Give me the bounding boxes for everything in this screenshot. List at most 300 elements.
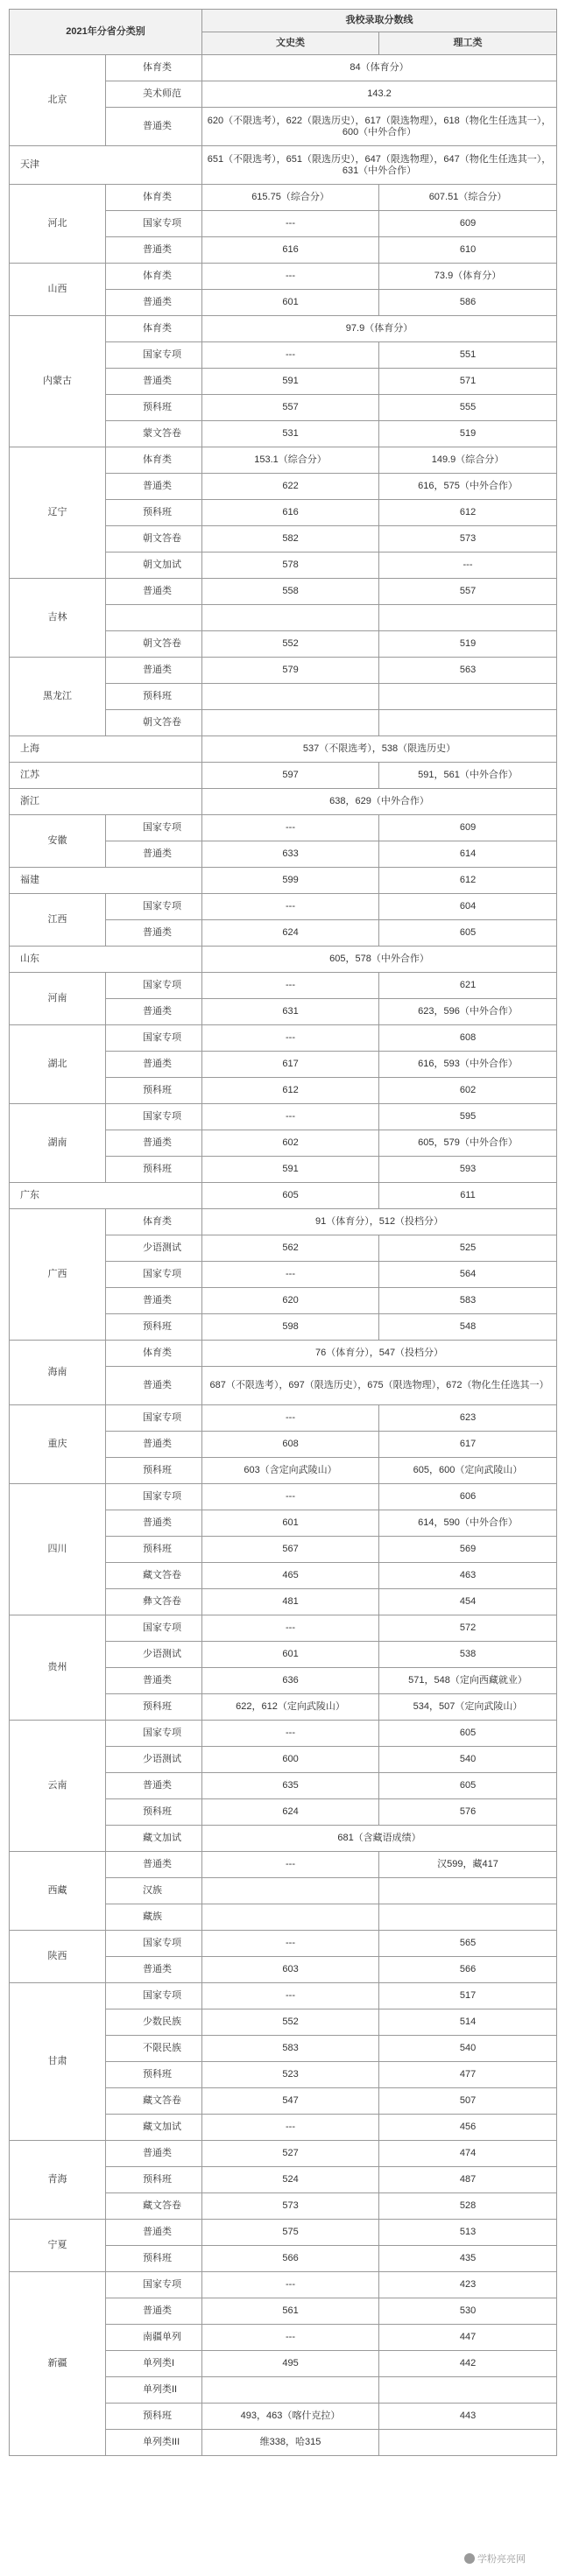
science-score-cell: 616，575（中外合作）: [379, 474, 557, 500]
arts-score-cell: 557: [202, 395, 379, 421]
science-score-cell: 513: [379, 2220, 557, 2246]
science-score-cell: 514: [379, 2009, 557, 2036]
arts-score-cell: ---: [202, 211, 379, 237]
arts-score-cell: 562: [202, 1235, 379, 1262]
arts-score-cell: ---: [202, 1405, 379, 1432]
science-score-cell: 605: [379, 1721, 557, 1747]
merged-score-cell: 605，578（中外合作）: [202, 947, 557, 973]
arts-score-cell: ---: [202, 894, 379, 920]
science-score-cell: 602: [379, 1078, 557, 1104]
table-row: [10, 789, 557, 815]
arts-score-cell: ---: [202, 1721, 379, 1747]
merged-score-cell: 620（不限选考），622（限选历史），617（限选物理），618（物化生任选其一），600（中外合作）: [202, 108, 557, 146]
table-row: [10, 1104, 557, 1130]
score-table: [9, 9, 557, 2456]
science-score-cell: 443: [379, 2404, 557, 2430]
arts-score-cell: 481: [202, 1589, 379, 1615]
science-score-cell: 551: [379, 342, 557, 369]
science-score-cell: 557: [379, 579, 557, 605]
science-score-cell: 423: [379, 2272, 557, 2298]
watermark-text: 学粉亮亮网: [477, 2554, 526, 2565]
science-score-cell: 605: [379, 920, 557, 947]
arts-score-cell: [202, 605, 379, 631]
subcategory-cell: 国家专项: [106, 1262, 202, 1288]
science-score-cell: 447: [379, 2325, 557, 2351]
science-score-cell: 605，579（中外合作）: [379, 1130, 557, 1157]
arts-score-cell: ---: [202, 2325, 379, 2351]
arts-score-cell: 597: [202, 763, 379, 789]
science-score-cell: 555: [379, 395, 557, 421]
table-row: [10, 1209, 557, 1235]
table-row: [10, 264, 557, 290]
science-score-cell: 463: [379, 1563, 557, 1589]
arts-score-cell: 601: [202, 1642, 379, 1668]
science-score-cell: 564: [379, 1262, 557, 1288]
table-row: [10, 868, 557, 894]
province-cell: 海南: [10, 1341, 106, 1405]
arts-score-cell: 608: [202, 1432, 379, 1458]
arts-score-cell: 603（含定向武陵山）: [202, 1458, 379, 1484]
arts-score-cell: ---: [202, 1025, 379, 1052]
table-row: [10, 2141, 557, 2167]
arts-score-cell: 620: [202, 1288, 379, 1314]
arts-score-cell: 583: [202, 2036, 379, 2062]
science-score-cell: 540: [379, 2036, 557, 2062]
subcategory-cell: 预科班: [106, 1799, 202, 1826]
subcategory-cell: 国家专项: [106, 1025, 202, 1052]
province-cell: 广东: [10, 1183, 202, 1209]
subcategory-cell: 普通类: [106, 1510, 202, 1537]
subcategory-cell: 体育类: [106, 185, 202, 211]
subcategory-cell: 预科班: [106, 1078, 202, 1104]
merged-score-cell: 91（体育分），512（投档分）: [202, 1209, 557, 1235]
table-row: [10, 1931, 557, 1957]
subcategory-cell: 普通类: [106, 999, 202, 1025]
province-cell: 陕西: [10, 1931, 106, 1983]
province-cell: 河北: [10, 185, 106, 264]
province-cell: 浙江: [10, 789, 202, 815]
science-score-cell: 565: [379, 1931, 557, 1957]
science-score-cell: 616，593（中外合作）: [379, 1052, 557, 1078]
watermark: [464, 2551, 526, 2565]
table-row: [10, 736, 557, 763]
arts-score-cell: 591: [202, 1157, 379, 1183]
arts-score-cell: [202, 710, 379, 736]
subcategory-cell: 预科班: [106, 1157, 202, 1183]
arts-score-cell: ---: [202, 973, 379, 999]
science-score-cell: 583: [379, 1288, 557, 1314]
province-cell: 宁夏: [10, 2220, 106, 2272]
science-score-cell: 487: [379, 2167, 557, 2193]
arts-score-cell: ---: [202, 1852, 379, 1878]
arts-score-cell: 558: [202, 579, 379, 605]
province-cell: 四川: [10, 1484, 106, 1615]
subcategory-cell: 少语测试: [106, 1642, 202, 1668]
arts-score-cell: [202, 1904, 379, 1931]
science-score-cell: 606: [379, 1484, 557, 1510]
arts-score-cell: 601: [202, 1510, 379, 1537]
science-score-cell: 614: [379, 841, 557, 868]
province-cell: 上海: [10, 736, 202, 763]
arts-score-cell: 617: [202, 1052, 379, 1078]
science-score-cell: 538: [379, 1642, 557, 1668]
subcategory-cell: 单列类I: [106, 2351, 202, 2377]
subcategory-cell: 彝文答卷: [106, 1589, 202, 1615]
arts-score-cell: 624: [202, 1799, 379, 1826]
arts-score-cell: 599: [202, 868, 379, 894]
table-row: [10, 947, 557, 973]
subcategory-cell: 普通类: [106, 658, 202, 684]
subcategory-cell: 普通类: [106, 369, 202, 395]
science-score-cell: 621: [379, 973, 557, 999]
subcategory-cell: 体育类: [106, 447, 202, 474]
subcategory-cell: 少语测试: [106, 1747, 202, 1773]
science-score-cell: 454: [379, 1589, 557, 1615]
subcategory-cell: 体育类: [106, 316, 202, 342]
watermark-logo-icon: [464, 2553, 475, 2564]
subcategory-cell: 普通类: [106, 1367, 202, 1405]
arts-score-cell: 547: [202, 2088, 379, 2115]
table-row: [10, 2272, 557, 2298]
subcategory-cell: 普通类: [106, 2141, 202, 2167]
subcategory-cell: 蒙文答卷: [106, 421, 202, 447]
science-score-cell: 534，507（定向武陵山）: [379, 1694, 557, 1721]
science-score-cell: [379, 1878, 557, 1904]
province-cell: 江苏: [10, 763, 202, 789]
subcategory-cell: 国家专项: [106, 973, 202, 999]
subcategory-cell: 单列类III: [106, 2430, 202, 2456]
merged-score-cell: 537（不限选考），538（限选历史）: [202, 736, 557, 763]
table-row: [10, 1405, 557, 1432]
arts-score-cell: 582: [202, 526, 379, 553]
table-row: [10, 973, 557, 999]
science-score-cell: [379, 1904, 557, 1931]
table-row: [10, 146, 557, 185]
arts-score-cell: 493，463（喀什克拉）: [202, 2404, 379, 2430]
science-score-cell: 571: [379, 369, 557, 395]
subcategory-cell: 国家专项: [106, 2272, 202, 2298]
subcategory-cell: 少数民族: [106, 2009, 202, 2036]
merged-score-cell: 651（不限选考），651（限选历史），647（限选物理），647（物化生任选其一），631（中外合作）: [202, 146, 557, 185]
subcategory-cell: 少语测试: [106, 1235, 202, 1262]
subcategory-cell: 普通类: [106, 237, 202, 264]
table-row: [10, 185, 557, 211]
science-score-cell: 612: [379, 500, 557, 526]
subcategory-cell: 普通类: [106, 1957, 202, 1983]
arts-score-cell: ---: [202, 815, 379, 841]
province-cell: 青海: [10, 2141, 106, 2220]
science-score-cell: 605: [379, 1773, 557, 1799]
subcategory-cell: 预科班: [106, 2167, 202, 2193]
subcategory-cell: 普通类: [106, 920, 202, 947]
science-score-cell: 608: [379, 1025, 557, 1052]
province-cell: 江西: [10, 894, 106, 947]
subcategory-cell: 体育类: [106, 1209, 202, 1235]
merged-score-cell: 638，629（中外合作）: [202, 789, 557, 815]
arts-score-cell: 591: [202, 369, 379, 395]
arts-score-cell: 465: [202, 1563, 379, 1589]
arts-score-cell: 531: [202, 421, 379, 447]
subcategory-cell: 单列类II: [106, 2377, 202, 2404]
arts-score-cell: ---: [202, 2272, 379, 2298]
subcategory-cell: 预科班: [106, 2246, 202, 2272]
science-score-cell: 623，596（中外合作）: [379, 999, 557, 1025]
subcategory-cell: 普通类: [106, 579, 202, 605]
arts-score-cell: 622: [202, 474, 379, 500]
arts-score-cell: 524: [202, 2167, 379, 2193]
table-row: [10, 1615, 557, 1642]
merged-score-cell: 97.9（体育分）: [202, 316, 557, 342]
arts-score-cell: 566: [202, 2246, 379, 2272]
arts-score-cell: 600: [202, 1747, 379, 1773]
science-score-cell: 593: [379, 1157, 557, 1183]
arts-score-cell: [202, 2377, 379, 2404]
arts-score-cell: ---: [202, 1931, 379, 1957]
table-row: [10, 316, 557, 342]
science-score-cell: 528: [379, 2193, 557, 2220]
subcategory-cell: 朝文加试: [106, 553, 202, 579]
science-score-cell: 456: [379, 2115, 557, 2141]
province-cell: 贵州: [10, 1615, 106, 1721]
science-score-cell: [379, 684, 557, 710]
arts-score-cell: 603: [202, 1957, 379, 1983]
arts-score-cell: 601: [202, 290, 379, 316]
subcategory-cell: 朝文答卷: [106, 526, 202, 553]
table-row: [10, 1183, 557, 1209]
province-cell: 天津: [10, 146, 202, 185]
science-score-cell: 540: [379, 1747, 557, 1773]
science-score-cell: 573: [379, 526, 557, 553]
arts-score-cell: 573: [202, 2193, 379, 2220]
table-row: [10, 1484, 557, 1510]
subcategory-cell: 普通类: [106, 1668, 202, 1694]
subcategory-cell: 国家专项: [106, 1104, 202, 1130]
table-row: [10, 658, 557, 684]
subcategory-cell: 普通类: [106, 474, 202, 500]
province-cell: 广西: [10, 1209, 106, 1341]
subcategory-cell: 体育类: [106, 1341, 202, 1367]
science-score-cell: 517: [379, 1983, 557, 2009]
science-score-cell: 623: [379, 1405, 557, 1432]
arts-score-cell: ---: [202, 2115, 379, 2141]
science-score-cell: 609: [379, 211, 557, 237]
table-row: [10, 1983, 557, 2009]
subcategory-cell: 国家专项: [106, 1484, 202, 1510]
science-score-cell: [379, 605, 557, 631]
header-category: 2021年分省分类别: [10, 10, 202, 55]
science-score-cell: 566: [379, 1957, 557, 1983]
science-score-cell: 474: [379, 2141, 557, 2167]
subcategory-cell: 预科班: [106, 395, 202, 421]
subcategory-cell: 汉族: [106, 1878, 202, 1904]
subcategory-cell: 藏文答卷: [106, 2193, 202, 2220]
arts-score-cell: 622，612（定向武陵山）: [202, 1694, 379, 1721]
subcategory-cell: 朝文答卷: [106, 710, 202, 736]
subcategory-cell: 体育类: [106, 264, 202, 290]
science-score-cell: 572: [379, 1615, 557, 1642]
province-cell: 重庆: [10, 1405, 106, 1484]
science-score-cell: 435: [379, 2246, 557, 2272]
province-cell: 黑龙江: [10, 658, 106, 736]
province-cell: 西藏: [10, 1852, 106, 1931]
subcategory-cell: 国家专项: [106, 211, 202, 237]
science-score-cell: 610: [379, 237, 557, 264]
subcategory-cell: 体育类: [106, 55, 202, 81]
arts-score-cell: 523: [202, 2062, 379, 2088]
subcategory-cell: 藏文加试: [106, 1826, 202, 1852]
table-row: [10, 763, 557, 789]
arts-score-cell: 633: [202, 841, 379, 868]
science-score-cell: 571，548（定向西藏就业）: [379, 1668, 557, 1694]
arts-score-cell: 612: [202, 1078, 379, 1104]
subcategory-cell: 预科班: [106, 1694, 202, 1721]
arts-score-cell: 567: [202, 1537, 379, 1563]
science-score-cell: 519: [379, 421, 557, 447]
table-row: [10, 55, 557, 81]
subcategory-cell: 预科班: [106, 500, 202, 526]
science-score-cell: 530: [379, 2298, 557, 2325]
subcategory-cell: 普通类: [106, 1288, 202, 1314]
science-score-cell: 607.51（综合分）: [379, 185, 557, 211]
subcategory-cell: 预科班: [106, 1537, 202, 1563]
science-score-cell: 149.9（综合分）: [379, 447, 557, 474]
arts-score-cell: 578: [202, 553, 379, 579]
subcategory-cell: 不限民族: [106, 2036, 202, 2062]
arts-score-cell: 575: [202, 2220, 379, 2246]
score-table-container: [9, 9, 557, 2565]
subcategory-cell: 美术师范: [106, 81, 202, 108]
arts-score-cell: 624: [202, 920, 379, 947]
science-score-cell: 73.9（体育分）: [379, 264, 557, 290]
table-row: [10, 1852, 557, 1878]
province-cell: 山东: [10, 947, 202, 973]
province-cell: 河南: [10, 973, 106, 1025]
subcategory-cell: [106, 605, 202, 631]
arts-score-cell: 552: [202, 631, 379, 658]
subcategory-cell: 预科班: [106, 2404, 202, 2430]
arts-score-cell: 605: [202, 1183, 379, 1209]
subcategory-cell: 国家专项: [106, 1405, 202, 1432]
header-score-line: 我校录取分数线: [202, 10, 557, 32]
province-cell: 云南: [10, 1721, 106, 1852]
arts-score-cell: 579: [202, 658, 379, 684]
subcategory-cell: 朝文答卷: [106, 631, 202, 658]
merged-score-cell: 84（体育分）: [202, 55, 557, 81]
arts-score-cell: 561: [202, 2298, 379, 2325]
subcategory-cell: 国家专项: [106, 1931, 202, 1957]
arts-score-cell: 153.1（综合分）: [202, 447, 379, 474]
table-row: [10, 1341, 557, 1367]
science-score-cell: 604: [379, 894, 557, 920]
subcategory-cell: 普通类: [106, 1052, 202, 1078]
subcategory-cell: 普通类: [106, 1773, 202, 1799]
science-score-cell: 507: [379, 2088, 557, 2115]
merged-score-cell: 143.2: [202, 81, 557, 108]
subcategory-cell: 藏文答卷: [106, 1563, 202, 1589]
science-score-cell: 612: [379, 868, 557, 894]
arts-score-cell: 495: [202, 2351, 379, 2377]
science-score-cell: 477: [379, 2062, 557, 2088]
province-cell: 辽宁: [10, 447, 106, 579]
arts-score-cell: 维338，哈315: [202, 2430, 379, 2456]
science-score-cell: 586: [379, 290, 557, 316]
subcategory-cell: 藏文答卷: [106, 2088, 202, 2115]
science-score-cell: [379, 2430, 557, 2456]
science-score-cell: ---: [379, 553, 557, 579]
subcategory-cell: 普通类: [106, 1852, 202, 1878]
arts-score-cell: 635: [202, 1773, 379, 1799]
header-arts: 文史类: [202, 32, 379, 55]
province-cell: 北京: [10, 55, 106, 146]
subcategory-cell: 国家专项: [106, 815, 202, 841]
arts-score-cell: ---: [202, 1615, 379, 1642]
arts-score-cell: 631: [202, 999, 379, 1025]
science-score-cell: 617: [379, 1432, 557, 1458]
province-cell: 新疆: [10, 2272, 106, 2456]
subcategory-cell: 国家专项: [106, 1721, 202, 1747]
table-row: [10, 447, 557, 474]
subcategory-cell: 普通类: [106, 1130, 202, 1157]
science-score-cell: 595: [379, 1104, 557, 1130]
arts-score-cell: ---: [202, 1104, 379, 1130]
province-cell: 福建: [10, 868, 202, 894]
arts-score-cell: 602: [202, 1130, 379, 1157]
subcategory-cell: 预科班: [106, 2062, 202, 2088]
province-cell: 甘肃: [10, 1983, 106, 2141]
science-score-cell: [379, 710, 557, 736]
science-score-cell: 569: [379, 1537, 557, 1563]
science-score-cell: 519: [379, 631, 557, 658]
arts-score-cell: ---: [202, 1484, 379, 1510]
arts-score-cell: 527: [202, 2141, 379, 2167]
science-score-cell: 576: [379, 1799, 557, 1826]
subcategory-cell: 预科班: [106, 1458, 202, 1484]
subcategory-cell: 国家专项: [106, 894, 202, 920]
subcategory-cell: 国家专项: [106, 1983, 202, 2009]
arts-score-cell: [202, 684, 379, 710]
province-cell: 湖北: [10, 1025, 106, 1104]
table-row: [10, 2220, 557, 2246]
science-score-cell: 563: [379, 658, 557, 684]
province-cell: 山西: [10, 264, 106, 316]
table-row: [10, 815, 557, 841]
merged-score-cell: 76（体育分），547（投档分）: [202, 1341, 557, 1367]
merged-score-cell: 687（不限选考），697（限选历史），675（限选物理），672（物化生任选其一）: [202, 1367, 557, 1405]
arts-score-cell: 636: [202, 1668, 379, 1694]
arts-score-cell: 616: [202, 237, 379, 264]
subcategory-cell: 南疆单列: [106, 2325, 202, 2351]
merged-score-cell: 681（含藏语成绩）: [202, 1826, 557, 1852]
subcategory-cell: 普通类: [106, 841, 202, 868]
subcategory-cell: 普通类: [106, 2298, 202, 2325]
arts-score-cell: 598: [202, 1314, 379, 1341]
subcategory-cell: 预科班: [106, 1314, 202, 1341]
subcategory-cell: 普通类: [106, 2220, 202, 2246]
subcategory-cell: 预科班: [106, 684, 202, 710]
table-row: [10, 579, 557, 605]
science-score-cell: [379, 2377, 557, 2404]
subcategory-cell: 国家专项: [106, 342, 202, 369]
science-score-cell: 591，561（中外合作）: [379, 763, 557, 789]
science-score-cell: 611: [379, 1183, 557, 1209]
province-cell: 吉林: [10, 579, 106, 658]
arts-score-cell: 615.75（综合分）: [202, 185, 379, 211]
header-science: 理工类: [379, 32, 557, 55]
science-score-cell: 614，590（中外合作）: [379, 1510, 557, 1537]
science-score-cell: 609: [379, 815, 557, 841]
table-row: [10, 894, 557, 920]
subcategory-cell: 普通类: [106, 1432, 202, 1458]
